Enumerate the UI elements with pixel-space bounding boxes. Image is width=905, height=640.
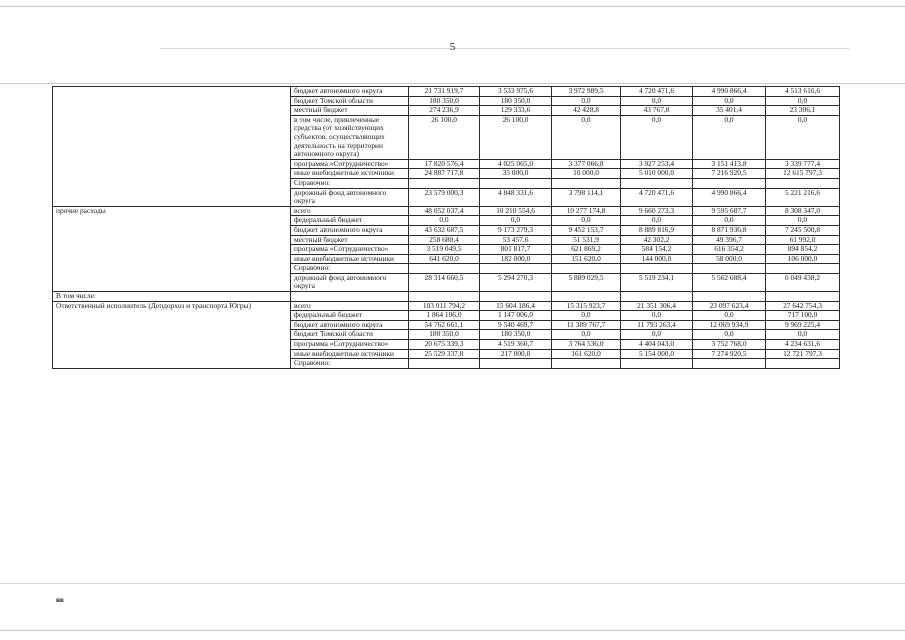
value-cell: 25 529 337,8 <box>409 349 480 359</box>
source-label: Справочно: <box>291 264 409 274</box>
source-label: Справочно: <box>291 178 409 188</box>
section-label: В том числе: <box>53 292 291 302</box>
value-cell: 21 351 306,4 <box>621 301 693 311</box>
value-cell <box>693 264 766 274</box>
scan-line-bottom <box>0 630 905 631</box>
value-cell: 7 245 500,8 <box>766 225 840 235</box>
source-label: программа «Сотрудничество» <box>291 340 409 350</box>
value-cell: 4 025 065,0 <box>480 159 552 169</box>
value-cell: 180 350,0 <box>480 330 552 340</box>
value-cell: 12 721 797,3 <box>766 349 840 359</box>
source-label <box>291 292 409 302</box>
value-cell: 3 927 253,4 <box>621 159 693 169</box>
value-cell <box>693 359 766 369</box>
value-cell <box>766 359 840 369</box>
value-cell: 0,0 <box>621 96 693 106</box>
table-row <box>53 301 840 311</box>
value-cell: 258 680,4 <box>409 235 480 245</box>
value-cell: 151 620,0 <box>552 254 621 264</box>
value-cell: 9 173 279,3 <box>480 225 552 235</box>
value-cell: 20 675 339,3 <box>409 340 480 350</box>
value-cell: 43 767,0 <box>621 106 693 116</box>
value-cell: 6 049 438,2 <box>766 273 840 291</box>
source-label: бюджет автономного округа <box>291 87 409 97</box>
page-number: 5 <box>449 41 456 53</box>
value-cell: 0,0 <box>480 216 552 226</box>
value-cell <box>480 359 552 369</box>
value-cell <box>766 178 840 188</box>
value-cell: 180 350,0 <box>409 96 480 106</box>
source-label: бюджет Томской области <box>291 96 409 106</box>
value-cell <box>409 359 480 369</box>
value-cell: 4 519 360,7 <box>480 340 552 350</box>
value-cell: 3 752 768,0 <box>693 340 766 350</box>
value-cell: 17 820 576,4 <box>409 159 480 169</box>
value-cell: 12 615 797,3 <box>766 169 840 179</box>
value-cell <box>552 292 621 302</box>
value-cell: 180 350,0 <box>480 96 552 106</box>
value-cell: 24 887 717,8 <box>409 169 480 179</box>
value-cell: 4 720 471,6 <box>621 188 693 206</box>
value-cell: 0,0 <box>409 216 480 226</box>
value-cell: 5 221 216,6 <box>766 188 840 206</box>
value-cell: 12 069 934,9 <box>693 320 766 330</box>
source-label: дорожный фонд автономного округа <box>291 188 409 206</box>
source-label: бюджет Томской области <box>291 330 409 340</box>
corner-mark: нв <box>56 596 64 604</box>
value-cell <box>409 178 480 188</box>
value-cell: 584 154,2 <box>621 245 693 255</box>
value-cell: 1 864 106,0 <box>409 311 480 321</box>
value-cell <box>480 264 552 274</box>
value-cell: 0,0 <box>621 115 693 159</box>
value-cell: 23 579 000,3 <box>409 188 480 206</box>
value-cell: 42 428,8 <box>552 106 621 116</box>
value-cell: 9 969 225,4 <box>766 320 840 330</box>
value-cell: 3 764 536,0 <box>552 340 621 350</box>
value-cell <box>480 292 552 302</box>
value-cell: 9 540 469,7 <box>480 320 552 330</box>
value-cell: 42 302,2 <box>621 235 693 245</box>
value-cell: 0,0 <box>552 96 621 106</box>
value-cell <box>693 292 766 302</box>
value-cell: 11 793 263,4 <box>621 320 693 330</box>
value-cell: 0,0 <box>552 115 621 159</box>
section-label <box>53 87 291 207</box>
value-cell: 0,0 <box>621 311 693 321</box>
value-cell: 27 642 754,3 <box>766 301 840 311</box>
value-cell: 4 990 866,4 <box>693 87 766 97</box>
scan-line-lower <box>0 583 905 584</box>
value-cell <box>693 178 766 188</box>
value-cell: 144 000,0 <box>621 254 693 264</box>
source-label: бюджет автономного округа <box>291 225 409 235</box>
value-cell: 182 000,0 <box>480 254 552 264</box>
value-cell: 15 604 186,4 <box>480 301 552 311</box>
value-cell: 51 531,9 <box>552 235 621 245</box>
source-label: всего <box>291 301 409 311</box>
source-label: Справочно: <box>291 359 409 369</box>
value-cell: 3 339 777,4 <box>766 159 840 169</box>
value-cell: 48 052 037,4 <box>409 206 480 216</box>
value-cell: 641 620,0 <box>409 254 480 264</box>
value-cell <box>766 292 840 302</box>
value-cell: 3 519 049,5 <box>409 245 480 255</box>
value-cell: 10 277 174,8 <box>552 206 621 216</box>
value-cell: 43 632 687,5 <box>409 225 480 235</box>
value-cell: 0,0 <box>552 216 621 226</box>
value-cell <box>409 264 480 274</box>
value-cell: 4 848 331,6 <box>480 188 552 206</box>
value-cell: 26 100,0 <box>409 115 480 159</box>
value-cell: 5 154 000,0 <box>621 349 693 359</box>
value-cell: 53 457,6 <box>480 235 552 245</box>
table-row <box>53 87 840 97</box>
source-label: федеральный бюджет <box>291 216 409 226</box>
value-cell: 5 889 029,5 <box>552 273 621 291</box>
value-cell <box>480 178 552 188</box>
value-cell: 8 871 936,8 <box>693 225 766 235</box>
value-cell: 7 274 920,5 <box>693 349 766 359</box>
source-label: программа «Сотрудничество» <box>291 159 409 169</box>
value-cell <box>552 359 621 369</box>
value-cell: 54 762 661,1 <box>409 320 480 330</box>
value-cell: 129 333,6 <box>480 106 552 116</box>
value-cell: 0,0 <box>621 216 693 226</box>
table-row <box>53 292 840 302</box>
value-cell: 11 389 767,7 <box>552 320 621 330</box>
value-cell: 10 000,0 <box>552 169 621 179</box>
value-cell: 0,0 <box>766 96 840 106</box>
value-cell: 103 011 794,2 <box>409 301 480 311</box>
value-cell: 0,0 <box>552 311 621 321</box>
value-cell: 0,0 <box>693 115 766 159</box>
value-cell: 274 236,9 <box>409 106 480 116</box>
source-label: местный бюджет <box>291 235 409 245</box>
source-label: иные внебюджетные источники <box>291 169 409 179</box>
value-cell: 23 306,1 <box>766 106 840 116</box>
source-label: иные внебюджетные источники <box>291 254 409 264</box>
value-cell <box>766 264 840 274</box>
value-cell: 0,0 <box>693 96 766 106</box>
source-label: в том числе, привлеченные средства (от хозяйствующих субъектов, осуществляющих деятельность на территории автономного округа) <box>291 115 409 159</box>
source-label: федеральный бюджет <box>291 311 409 321</box>
table-body <box>53 87 840 369</box>
value-cell: 35 401,4 <box>693 106 766 116</box>
value-cell <box>621 178 693 188</box>
value-cell: 7 216 920,5 <box>693 169 766 179</box>
value-cell: 0,0 <box>766 330 840 340</box>
value-cell: 8 889 816,9 <box>621 225 693 235</box>
value-cell <box>409 292 480 302</box>
value-cell: 4 990 866,4 <box>693 188 766 206</box>
value-cell: 9 595 687,7 <box>693 206 766 216</box>
value-cell: 5 294 270,3 <box>480 273 552 291</box>
value-cell: 894 854,2 <box>766 245 840 255</box>
value-cell: 8 308 347,0 <box>766 206 840 216</box>
value-cell: 180 350,0 <box>409 330 480 340</box>
value-cell: 58 000,0 <box>693 254 766 264</box>
value-cell: 621 869,2 <box>552 245 621 255</box>
value-cell: 9 660 273,3 <box>621 206 693 216</box>
value-cell: 616 354,2 <box>693 245 766 255</box>
value-cell: 0,0 <box>693 216 766 226</box>
source-label: местный бюджет <box>291 106 409 116</box>
value-cell: 0,0 <box>693 311 766 321</box>
value-cell: 217 000,0 <box>480 349 552 359</box>
value-cell: 0,0 <box>766 115 840 159</box>
value-cell: 4 720 471,6 <box>621 87 693 97</box>
value-cell: 23 097 623,4 <box>693 301 766 311</box>
value-cell: 717 100,0 <box>766 311 840 321</box>
value-cell: 10 210 554,6 <box>480 206 552 216</box>
value-cell: 3 798 114,1 <box>552 188 621 206</box>
value-cell <box>621 359 693 369</box>
value-cell: 21 731 919,7 <box>409 87 480 97</box>
value-cell: 3 377 066,8 <box>552 159 621 169</box>
table-row <box>53 206 840 216</box>
section-label: прочие расходы <box>53 206 291 291</box>
value-cell: 9 452 153,7 <box>552 225 621 235</box>
value-cell: 49 396,7 <box>693 235 766 245</box>
value-cell: 4 234 631,6 <box>766 340 840 350</box>
value-cell: 15 315 923,7 <box>552 301 621 311</box>
section-label: Ответственный исполнитель (Депдорхоз и транспорта Югры) <box>53 301 291 368</box>
value-cell: 161 620,0 <box>552 349 621 359</box>
value-cell: 1 147 006,0 <box>480 311 552 321</box>
value-cell <box>552 264 621 274</box>
source-label: дорожный фонд автономного округа <box>291 273 409 291</box>
value-cell: 0,0 <box>766 216 840 226</box>
value-cell: 106 000,0 <box>766 254 840 264</box>
value-cell: 28 314 660,5 <box>409 273 480 291</box>
value-cell: 35 000,0 <box>480 169 552 179</box>
source-label: иные внебюджетные источники <box>291 349 409 359</box>
value-cell: 3 533 975,6 <box>480 87 552 97</box>
value-cell: 5 519 234,1 <box>621 273 693 291</box>
value-cell <box>552 178 621 188</box>
source-label: программа «Сотрудничество» <box>291 245 409 255</box>
scan-line-top <box>0 6 905 7</box>
value-cell: 3 151 413,8 <box>693 159 766 169</box>
value-cell: 3 972 989,5 <box>552 87 621 97</box>
value-cell <box>621 264 693 274</box>
value-cell: 4 513 616,6 <box>766 87 840 97</box>
value-cell: 61 992,0 <box>766 235 840 245</box>
source-label: бюджет автономного округа <box>291 320 409 330</box>
value-cell <box>621 292 693 302</box>
scan-line-upper <box>0 83 905 84</box>
value-cell: 0,0 <box>552 330 621 340</box>
source-label: всего <box>291 206 409 216</box>
value-cell: 4 404 043,0 <box>621 340 693 350</box>
value-cell: 5 562 688,4 <box>693 273 766 291</box>
value-cell: 5 010 000,0 <box>621 169 693 179</box>
value-cell: 801 817,7 <box>480 245 552 255</box>
financing-table <box>52 86 840 369</box>
value-cell: 26 100,0 <box>480 115 552 159</box>
value-cell: 0,0 <box>693 330 766 340</box>
value-cell: 0,0 <box>621 330 693 340</box>
